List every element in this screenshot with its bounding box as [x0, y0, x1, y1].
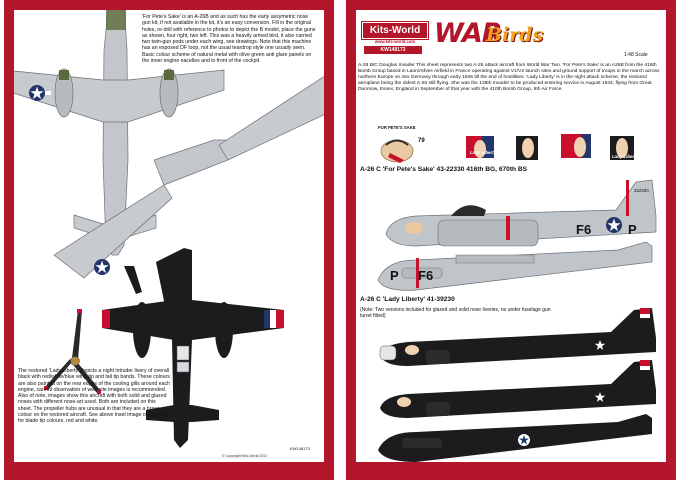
warbirds-logo-war: WAR [434, 18, 502, 49]
sheet-description: A-26 B/C Douglas Invader This sheet represents two A-26 attack aircraft from World War Two. 'For Pete's Sake' is an A26B from the 416th Bomb Group based in Laon/Athies Airfield in France operating against V1/V2 launch sites and ground support of troops in the march across northern Europe on into Germany through early 1945 till the end of hostilities. 'Lady Liberty' is in the night attack scheme, the restored aeroplane being the oldest A-26 still flying. She was the 138th Invader to be produced entering service in August 1944, flying from Great Dunmow, Essex, England in September of that year with the 410th Bomb Group, 9th Air Force. [358, 63, 660, 92]
copyright-notice: © Copyright Kits-World 2017 [222, 454, 268, 458]
nose-art-label-liberty-2: Lady Liberty [612, 154, 639, 159]
for-petes-sake-side-view [386, 180, 656, 246]
nose-art-number: 79 [418, 138, 425, 144]
kits-world-logo: Kits-World [362, 22, 428, 39]
aircraft-2-caption: A-26 C 'Lady Liberty' 41-39230 [360, 296, 455, 303]
aircraft-1-code-left: F6 [576, 222, 592, 237]
right-sheet-drawings [356, 10, 666, 462]
sheet-reference: KW148173 [290, 446, 310, 451]
left-sheet-panel [14, 10, 324, 462]
aircraft-1-under-code-right: F6 [418, 268, 434, 283]
nose-art-label-liberty-1: Lady Liberty [470, 150, 497, 155]
lady-liberty-under-view [378, 414, 652, 462]
left-instruction-sheet [4, 0, 334, 480]
for-petes-sake-under-view [378, 242, 652, 290]
aircraft-1-under-code-left: P [390, 268, 399, 283]
lady-liberty-side-view-solid [380, 360, 656, 418]
product-code: KW148173 [364, 46, 422, 54]
right-sheet-panel [356, 10, 666, 462]
aircraft-1-code-right: P [628, 222, 637, 237]
lady-liberty-notes: The restored 'Lady Liberty' depicts a night intruder livery of overall black with red/white/blue wing-tip and tail tip bands. These colours are also painted on the rear edges of the cooling gills around each engine, careful observation of web-site images is recommended. Also of note, images show this aircraft with both solid and glazed noses with different nose-art used. Both are included on this sheet. The propeller hubs are unusual in that they are a brass colour on the restored aircraft. See above inset image of propellor for blade tip colours, red and white. [18, 368, 170, 425]
aircraft-1-caption: A-26 C 'For Pete's Sake' 43-22330 416th BG, 670th BS [360, 166, 528, 173]
right-marking-sheet [346, 0, 676, 480]
aircraft-2-note: (Note: Two versions included for glazed and solid nose liveries, no under fuselage gun turret fitted) [360, 307, 551, 319]
aircraft-1-tail-serial: 322330 [634, 188, 649, 193]
nose-art-label-pete: FOR PETE'S SAKE [378, 125, 416, 130]
warbirds-logo-birds: Birds [486, 24, 544, 46]
for-petes-sake-notes: 'For Pete's Sake' is an A-26B and as such has the early assymetric nose gun kit, if not available in the kit, it's an easy conversion. Fill in the original holes, re-drill with reference to photos to depict the B model, place the guns as shown, four right, two left. This was a heavily armed bird, it also carried two twin-gun pods under each wing, see drawings. Note that this machine has an exposed DF loop, not the usual teardrop style one usually seen. Basic colour scheme of natural metal with olive green anti glare panels on the inner engine nacelles and in front of the cockpit. [142, 14, 316, 65]
website-url: www.kits-world.com [374, 39, 416, 44]
scale-label: 1:48 Scale [624, 52, 648, 58]
